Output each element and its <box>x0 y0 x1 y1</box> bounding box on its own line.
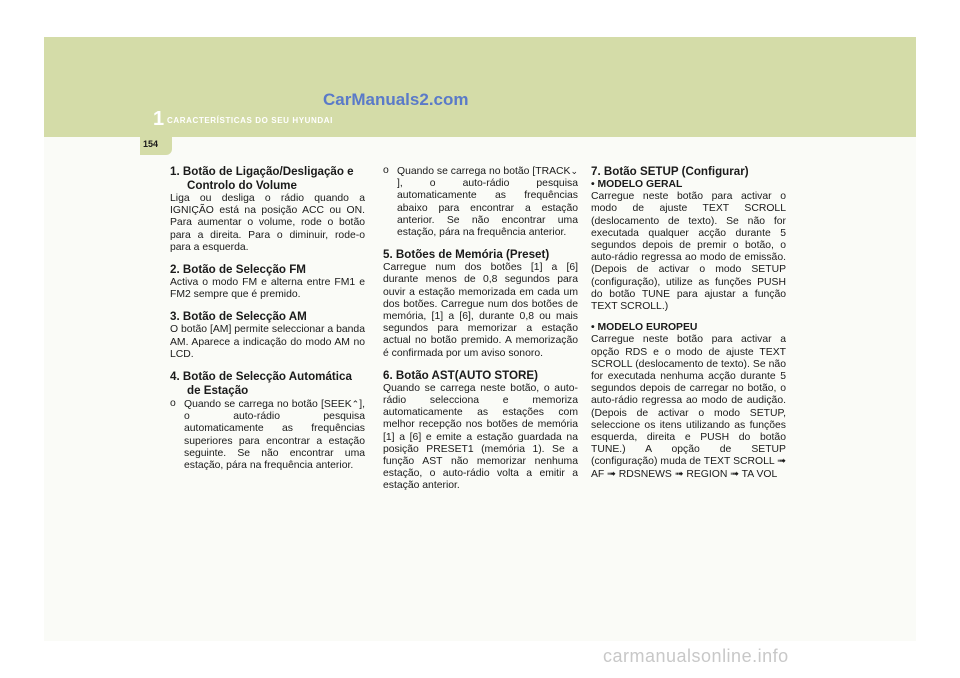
text-column-1 <box>170 165 365 472</box>
text-column-2 <box>383 165 578 493</box>
paragraph-am-button: O botão [AM] permite seleccionar a banda AM. Aparece a indicação do modo AM no LCD. <box>170 324 365 360</box>
paragraph-power-volume: Liga ou desliga o rádio quando a IGNIÇÃO está na posição ACC ou ON. Para aumentar o volume, rode o botão para a direita. Para o diminuir, rode-o para a esquerda. <box>170 193 365 253</box>
header-strip <box>140 137 916 167</box>
paragraph-fm-button: Activa o modo FM e alterna entre FM1 e FM2 sempre que é premido. <box>170 277 365 301</box>
track-text-before: Quando se carrega no botão [TRACK <box>397 166 571 177</box>
chapter-title: CARACTERÍSTICAS DO SEU HYUNDAI <box>167 116 334 125</box>
footer-watermark-link[interactable]: carmanualsonline.info <box>603 646 789 666</box>
paragraph-european-model: Carregue neste botão para activar a opção RDS e o modo de ajuste TEXT SCROLL (deslocamento de texto). Se não for executada nenhuma acção durante 5 segundos depois de carregar no botão, o auto-rádio regressa ao modo de audição. (Depois de activar o modo SETUP, seleccione os itens utilizando as funções esquerda, direita e PUSH do botão TUNE.) A opção de SETUP (configuração) muda de TEXT SCROLL ➟ AF ➟ RDSNEWS ➟ REGION ➟ TA VOL <box>591 334 786 480</box>
heading-am-button: 3. Botão de Selecção AM <box>170 310 307 324</box>
heading-auto-seek: 4. Botão de Selecção Automática de Estação <box>170 370 352 398</box>
text-column-3 <box>591 165 786 481</box>
paragraph-preset-buttons: Carregue num dos botões [1] a [6] durante menos de 0,8 segundos para ouvir a estação memorizada em cada um dos botões. Carregue num dos botões de memória, [1] a [6], durante 0,8 ou mais segundos para memorizar a estação actual no botão premido. A memorização é confirmada por um aviso sonoro. <box>383 262 578 359</box>
heading-setup-button: 7. Botão SETUP (Configurar) <box>591 165 749 178</box>
heading-fm-button: 2. Botão de Selecção FM <box>170 263 306 277</box>
paragraph-general-model: Carregue neste botão para activar o modo de ajuste TEXT SCROLL (deslocamento de texto). Se não for executada qualquer acção durante 5 segundos depois de premir o botão, o auto-rádio regressa ao modo de emissão. (Depois de activar o modo SETUP (configuração), utilize as funções PUSH do botão TUNE para ajustar a função TEXT SCROLL.) <box>591 191 786 313</box>
page-number: 154 <box>143 139 159 149</box>
track-down-icon: ⌄ <box>570 166 578 176</box>
seek-up-icon: ⌃ <box>351 399 360 410</box>
seek-text-after: ], o auto-rádio pesquisa automaticamente as frequências superiores para encontrar a estação seguinte. Se não encontrar uma estação, pára na frequência anterior. <box>184 399 365 472</box>
list-item-seek <box>170 398 365 472</box>
chapter-number: 1 <box>153 108 165 130</box>
list-marker: o <box>170 398 176 410</box>
track-text-after: ], o auto-rádio pesquisa automaticamente as frequências abaixo para encontrar a estação anterior. Se não encontrar uma estação, pára na frequência anterior. <box>397 178 578 239</box>
heading-ast-button: 6. Botão AST(AUTO STORE) <box>383 368 539 382</box>
seek-text-before: Quando se carrega no botão [SEEK <box>184 399 352 411</box>
heading-power-volume: 1. Botão de Ligação/Desligação e Controlo do Volume <box>170 165 354 192</box>
list-item-track <box>383 165 578 239</box>
list-marker: o <box>383 165 389 176</box>
subheading-general-model: • MODELO GERAL <box>591 179 683 190</box>
site-watermark-link[interactable]: CarManuals2.com <box>323 90 469 109</box>
heading-preset-buttons: 5. Botões de Memória (Preset) <box>383 248 550 262</box>
subheading-european-model: • MODELO EUROPEU <box>591 322 698 334</box>
paragraph-ast-button: Quando se carrega neste botão, o auto-rádio selecciona e memoriza automaticamente as estações com melhor recepção nos botões de memória [1] a [6] e emite a estação guardada na posição PRESET1 (memória 1). Se a função AST não memorizar nenhuma estação, o auto-rádio volta a emitir a estação anterior. <box>383 382 578 492</box>
